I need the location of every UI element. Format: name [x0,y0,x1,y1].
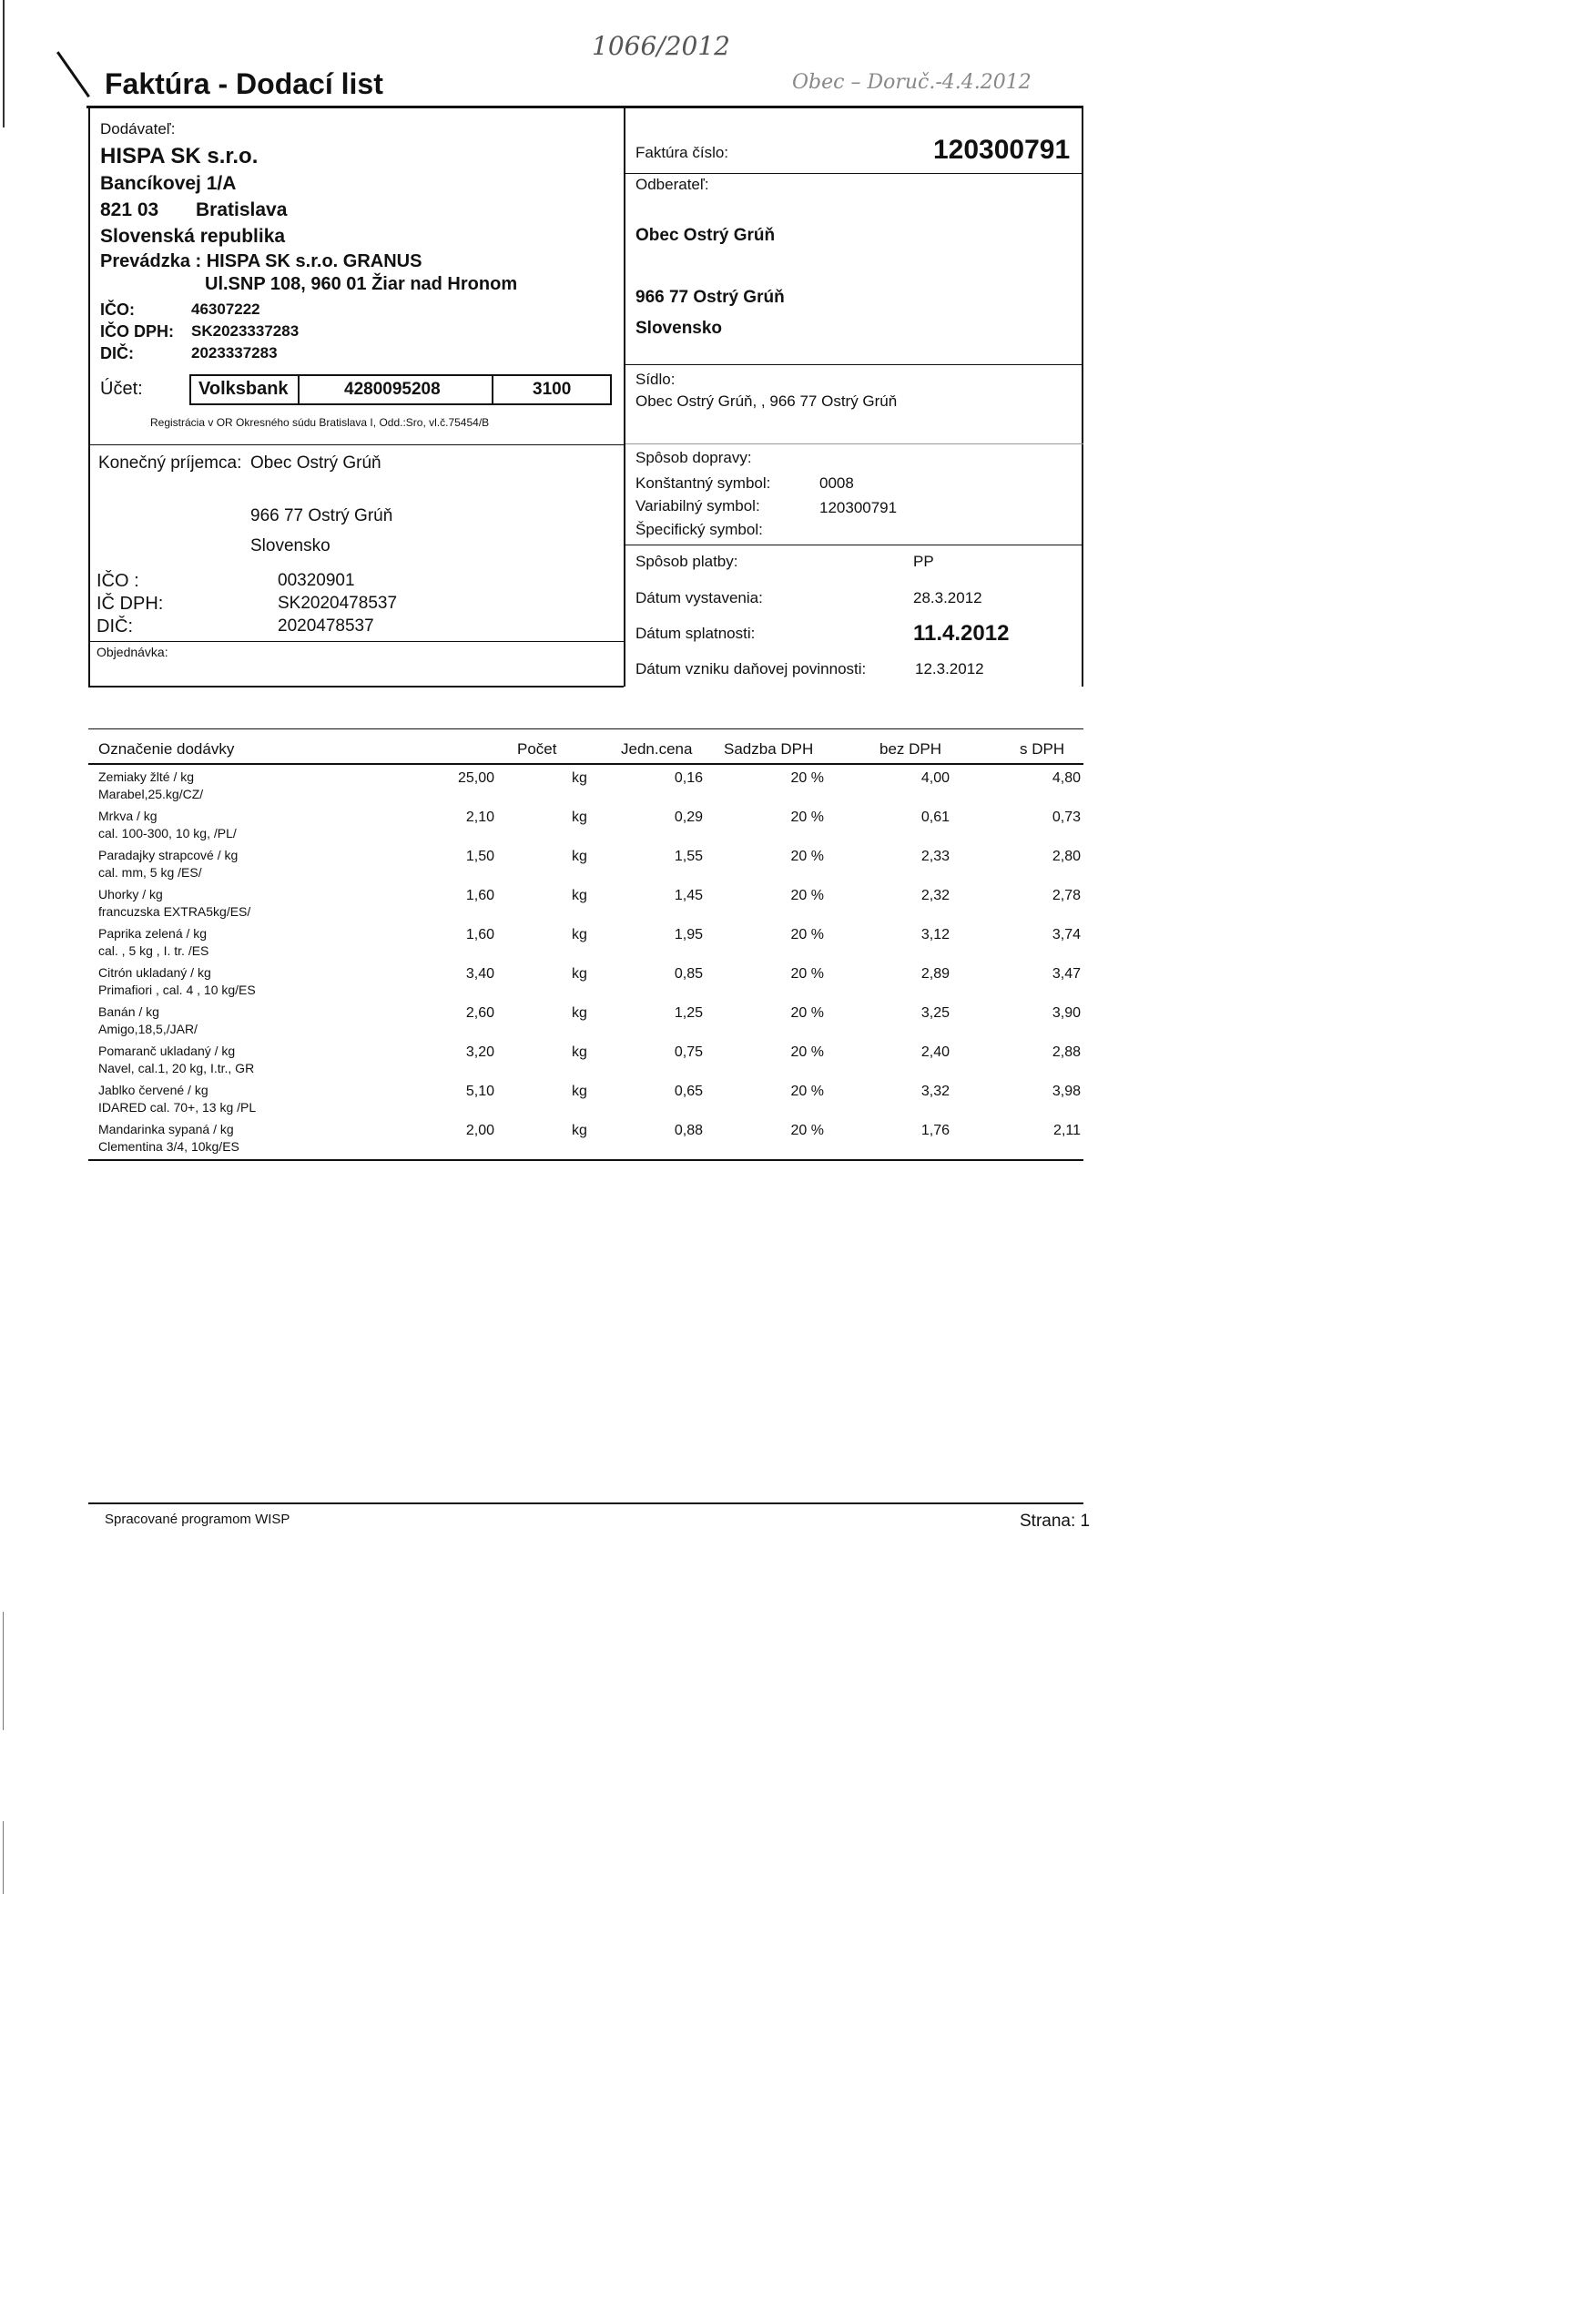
cell-vat: 20 % [790,1044,824,1060]
item-name: Citrón ukladaný / kg [98,965,211,980]
cell-net: 2,32 [920,888,950,903]
spec-symbol-label: Špecifický symbol: [635,521,763,538]
cell-vat: 20 % [790,888,824,903]
cell-gross: 3,98 [1052,1084,1081,1099]
title-rule [86,106,1083,108]
table-bottom-rule [88,1159,1083,1161]
account-divider [492,376,493,403]
supplier-ico-label: IČO: [100,300,135,319]
frame-left [88,108,90,687]
separator [88,641,624,642]
scan-edge-mark [3,1612,4,1730]
supplier-zip: 821 03 [100,199,159,220]
customer-city: 966 77 Ostrý Grúň [635,288,785,307]
cell-unit: kg [572,1044,587,1060]
cell-unit: kg [572,770,587,786]
col-header-description: Označenie dodávky [98,740,235,758]
item-name: Jablko červené / kg [98,1083,208,1097]
frame-middle [624,108,625,687]
cell-unit: kg [572,1123,587,1138]
cell-gross: 4,80 [1052,770,1081,786]
item-name: Banán / kg [98,1004,159,1019]
table-row [0,769,1083,808]
order-label: Objednávka: [97,645,168,659]
invoice-number: 120300791 [933,135,1071,165]
recipient-name: Obec Ostrý Grúň [250,453,381,473]
recipient-country: Slovensko [250,536,330,555]
var-symbol: 120300791 [819,499,898,516]
item-detail: cal. , 5 kg , I. tr. /ES [98,943,209,958]
recipient-ico: 00320901 [278,571,355,590]
cell-gross: 0,73 [1052,810,1081,825]
cell-net: 3,12 [920,927,950,942]
seat-label: Sídlo: [635,371,676,388]
bank-code: 3100 [533,380,572,399]
cell-qty: 1,60 [465,888,494,903]
title-stroke [56,51,90,97]
scan-edge-mark [3,1821,4,1894]
cell-net: 4,00 [920,770,950,786]
tax-date: 12.3.2012 [915,660,984,677]
item-detail: cal. mm, 5 kg /ES/ [98,865,202,880]
item-detail: Navel, cal.1, 20 kg, I.tr., GR [98,1061,255,1075]
cell-gross: 3,90 [1052,1005,1081,1021]
table-row [0,964,1083,1003]
cell-qty: 25,00 [457,770,494,786]
transport-label: Spôsob dopravy: [635,449,752,466]
table-top-rule [88,728,1083,729]
due-date: 11.4.2012 [913,621,1010,646]
handwritten-reference: 1066/2012 [592,31,730,61]
cell-unit: kg [572,849,587,864]
supplier-dic: 2023337283 [191,344,278,362]
col-header-unit-price: Jedn.cena [621,740,693,758]
cell-vat: 20 % [790,927,824,942]
item-name: Mrkva / kg [98,809,158,823]
scan-edge-mark [3,0,5,127]
cell-net: 0,61 [920,810,950,825]
cell-unit: kg [572,927,587,942]
registration-note: Registrácia v OR Okresného súdu Bratislava I, Odd.:Sro, vl.č.75454/B [150,416,490,429]
cell-qty: 3,40 [465,966,494,982]
recipient-ico-label: IČO : [97,571,139,591]
col-header-gross: s DPH [1020,740,1065,758]
item-detail: Primafiori , cal. 4 , 10 kg/ES [98,983,256,997]
page-title: Faktúra - Dodací list [105,67,383,100]
cell-qty: 1,60 [465,927,494,942]
cell-vat: 20 % [790,1123,824,1138]
const-symbol: 0008 [819,474,854,492]
table-row [0,886,1083,925]
cell-net: 2,89 [920,966,950,982]
customer-country: Slovensko [635,319,723,338]
item-detail: francuzska EXTRA5kg/ES/ [98,904,251,919]
customer-label: Odberateľ: [635,176,709,193]
frame-bottom [88,686,624,687]
cell-price: 0,16 [674,770,703,786]
cell-qty: 2,00 [465,1123,494,1138]
invoice-number-label: Faktúra číslo: [635,144,729,161]
cell-qty: 5,10 [465,1084,494,1099]
supplier-country: Slovenská republika [100,226,286,247]
account-divider [298,376,300,403]
cell-price: 1,95 [674,927,703,942]
cell-net: 1,76 [920,1123,950,1138]
supplier-plant-line2: Ul.SNP 108, 960 01 Žiar nad Hronom [205,274,518,294]
const-symbol-label: Konštantný symbol: [635,474,771,492]
cell-qty: 2,60 [465,1005,494,1021]
cell-price: 0,75 [674,1044,703,1060]
frame-right [1082,108,1083,687]
item-name: Mandarinka sypaná / kg [98,1122,234,1136]
cell-gross: 2,80 [1052,849,1081,864]
seat-address: Obec Ostrý Grúň, , 966 77 Ostrý Grúň [635,392,898,410]
table-row [0,847,1083,886]
cell-gross: 2,11 [1053,1123,1081,1138]
item-name: Paprika zelená / kg [98,926,208,941]
cell-qty: 3,20 [465,1044,494,1060]
cell-price: 0,65 [674,1084,703,1099]
bank-name: Volksbank [198,379,289,399]
supplier-icdph-label: IČO DPH: [100,322,174,341]
payment-label: Spôsob platby: [635,553,738,570]
software-note: Spracované programom WISP [105,1512,290,1527]
customer-name: Obec Ostrý Grúň [635,226,776,245]
cell-price: 0,88 [674,1123,703,1138]
cell-unit: kg [572,966,587,982]
cell-vat: 20 % [790,966,824,982]
cell-unit: kg [572,810,587,825]
col-header-quantity: Počet [517,740,557,758]
tax-date-label: Dátum vzniku daňovej povinnosti: [635,660,867,677]
cell-unit: kg [572,1005,587,1021]
table-row [0,1082,1083,1121]
supplier-street: Bancíkovej 1/A [100,173,237,194]
issue-date-label: Dátum vystavenia: [635,589,763,606]
item-name: Zemiaky žlté / kg [98,769,195,784]
recipient-city: 966 77 Ostrý Grúň [250,506,393,525]
cell-gross: 2,88 [1052,1044,1081,1060]
item-name: Paradajky strapcové / kg [98,848,239,862]
cell-net: 3,32 [920,1084,950,1099]
page-number: 1 [1080,1512,1091,1531]
cell-vat: 20 % [790,849,824,864]
cell-price: 0,85 [674,966,703,982]
recipient-label: Konečný príjemca: [98,453,242,473]
page-number-block [1020,1512,1090,1532]
footer-rule [88,1502,1083,1504]
table-row [0,1121,1083,1160]
cell-vat: 20 % [790,1005,824,1021]
cell-qty: 2,10 [465,810,494,825]
cell-vat: 20 % [790,1084,824,1099]
separator [625,364,1083,365]
cell-unit: kg [572,888,587,903]
supplier-label: Dodávateľ: [100,120,176,137]
table-header-rule [88,763,1083,765]
item-name: Uhorky / kg [98,887,163,901]
item-detail: Clementina 3/4, 10kg/ES [98,1139,239,1154]
cell-vat: 20 % [790,810,824,825]
recipient-icdph-label: IČ DPH: [97,594,164,614]
cell-price: 1,55 [674,849,703,864]
cell-net: 3,25 [920,1005,950,1021]
supplier-plant-line1: Prevádzka : HISPA SK s.r.o. GRANUS [100,251,422,271]
item-name: Pomaranč ukladaný / kg [98,1044,236,1058]
cell-price: 1,25 [674,1005,703,1021]
cell-gross: 3,47 [1052,966,1081,982]
supplier-ico: 46307222 [191,300,260,318]
item-detail: Amigo,18,5,/JAR/ [98,1022,198,1036]
cell-vat: 20 % [790,770,824,786]
separator [88,444,624,445]
recipient-icdph: SK2020478537 [278,594,398,613]
item-detail: cal. 100-300, 10 kg, /PL/ [98,826,237,840]
table-row [0,925,1083,964]
supplier-dic-label: DIČ: [100,344,134,362]
separator [625,443,1083,444]
supplier-icdph: SK2023337283 [191,322,300,340]
account-box [189,374,612,405]
table-row [0,808,1083,847]
handwritten-note: Obec – Doruč.-4.4.2012 [792,71,1032,94]
var-symbol-label: Variabilný symbol: [635,497,760,514]
table-row [0,1043,1083,1082]
due-date-label: Dátum splatnosti: [635,625,756,642]
recipient-dic: 2020478537 [278,616,374,636]
cell-net: 2,40 [920,1044,950,1060]
recipient-dic-label: DIČ: [97,616,133,637]
cell-gross: 3,74 [1052,927,1081,942]
cell-qty: 1,50 [465,849,494,864]
payment-method: PP [913,553,934,570]
account-number: 4280095208 [344,380,441,399]
account-label: Účet: [100,379,143,399]
cell-unit: kg [572,1084,587,1099]
page-label: Strana: [1020,1512,1076,1531]
item-detail: IDARED cal. 70+, 13 kg /PL [98,1100,257,1115]
cell-price: 1,45 [674,888,703,903]
cell-net: 2,33 [920,849,950,864]
col-header-vat-rate: Sadzba DPH [724,740,814,758]
issue-date: 28.3.2012 [913,589,982,606]
item-detail: Marabel,25.kg/CZ/ [98,787,204,801]
supplier-city: Bratislava [196,199,288,220]
cell-price: 0,29 [674,810,703,825]
col-header-net: bez DPH [879,740,942,758]
supplier-name: HISPA SK s.r.o. [100,144,259,168]
cell-gross: 2,78 [1052,888,1081,903]
table-row [0,1003,1083,1043]
separator [625,173,1083,174]
